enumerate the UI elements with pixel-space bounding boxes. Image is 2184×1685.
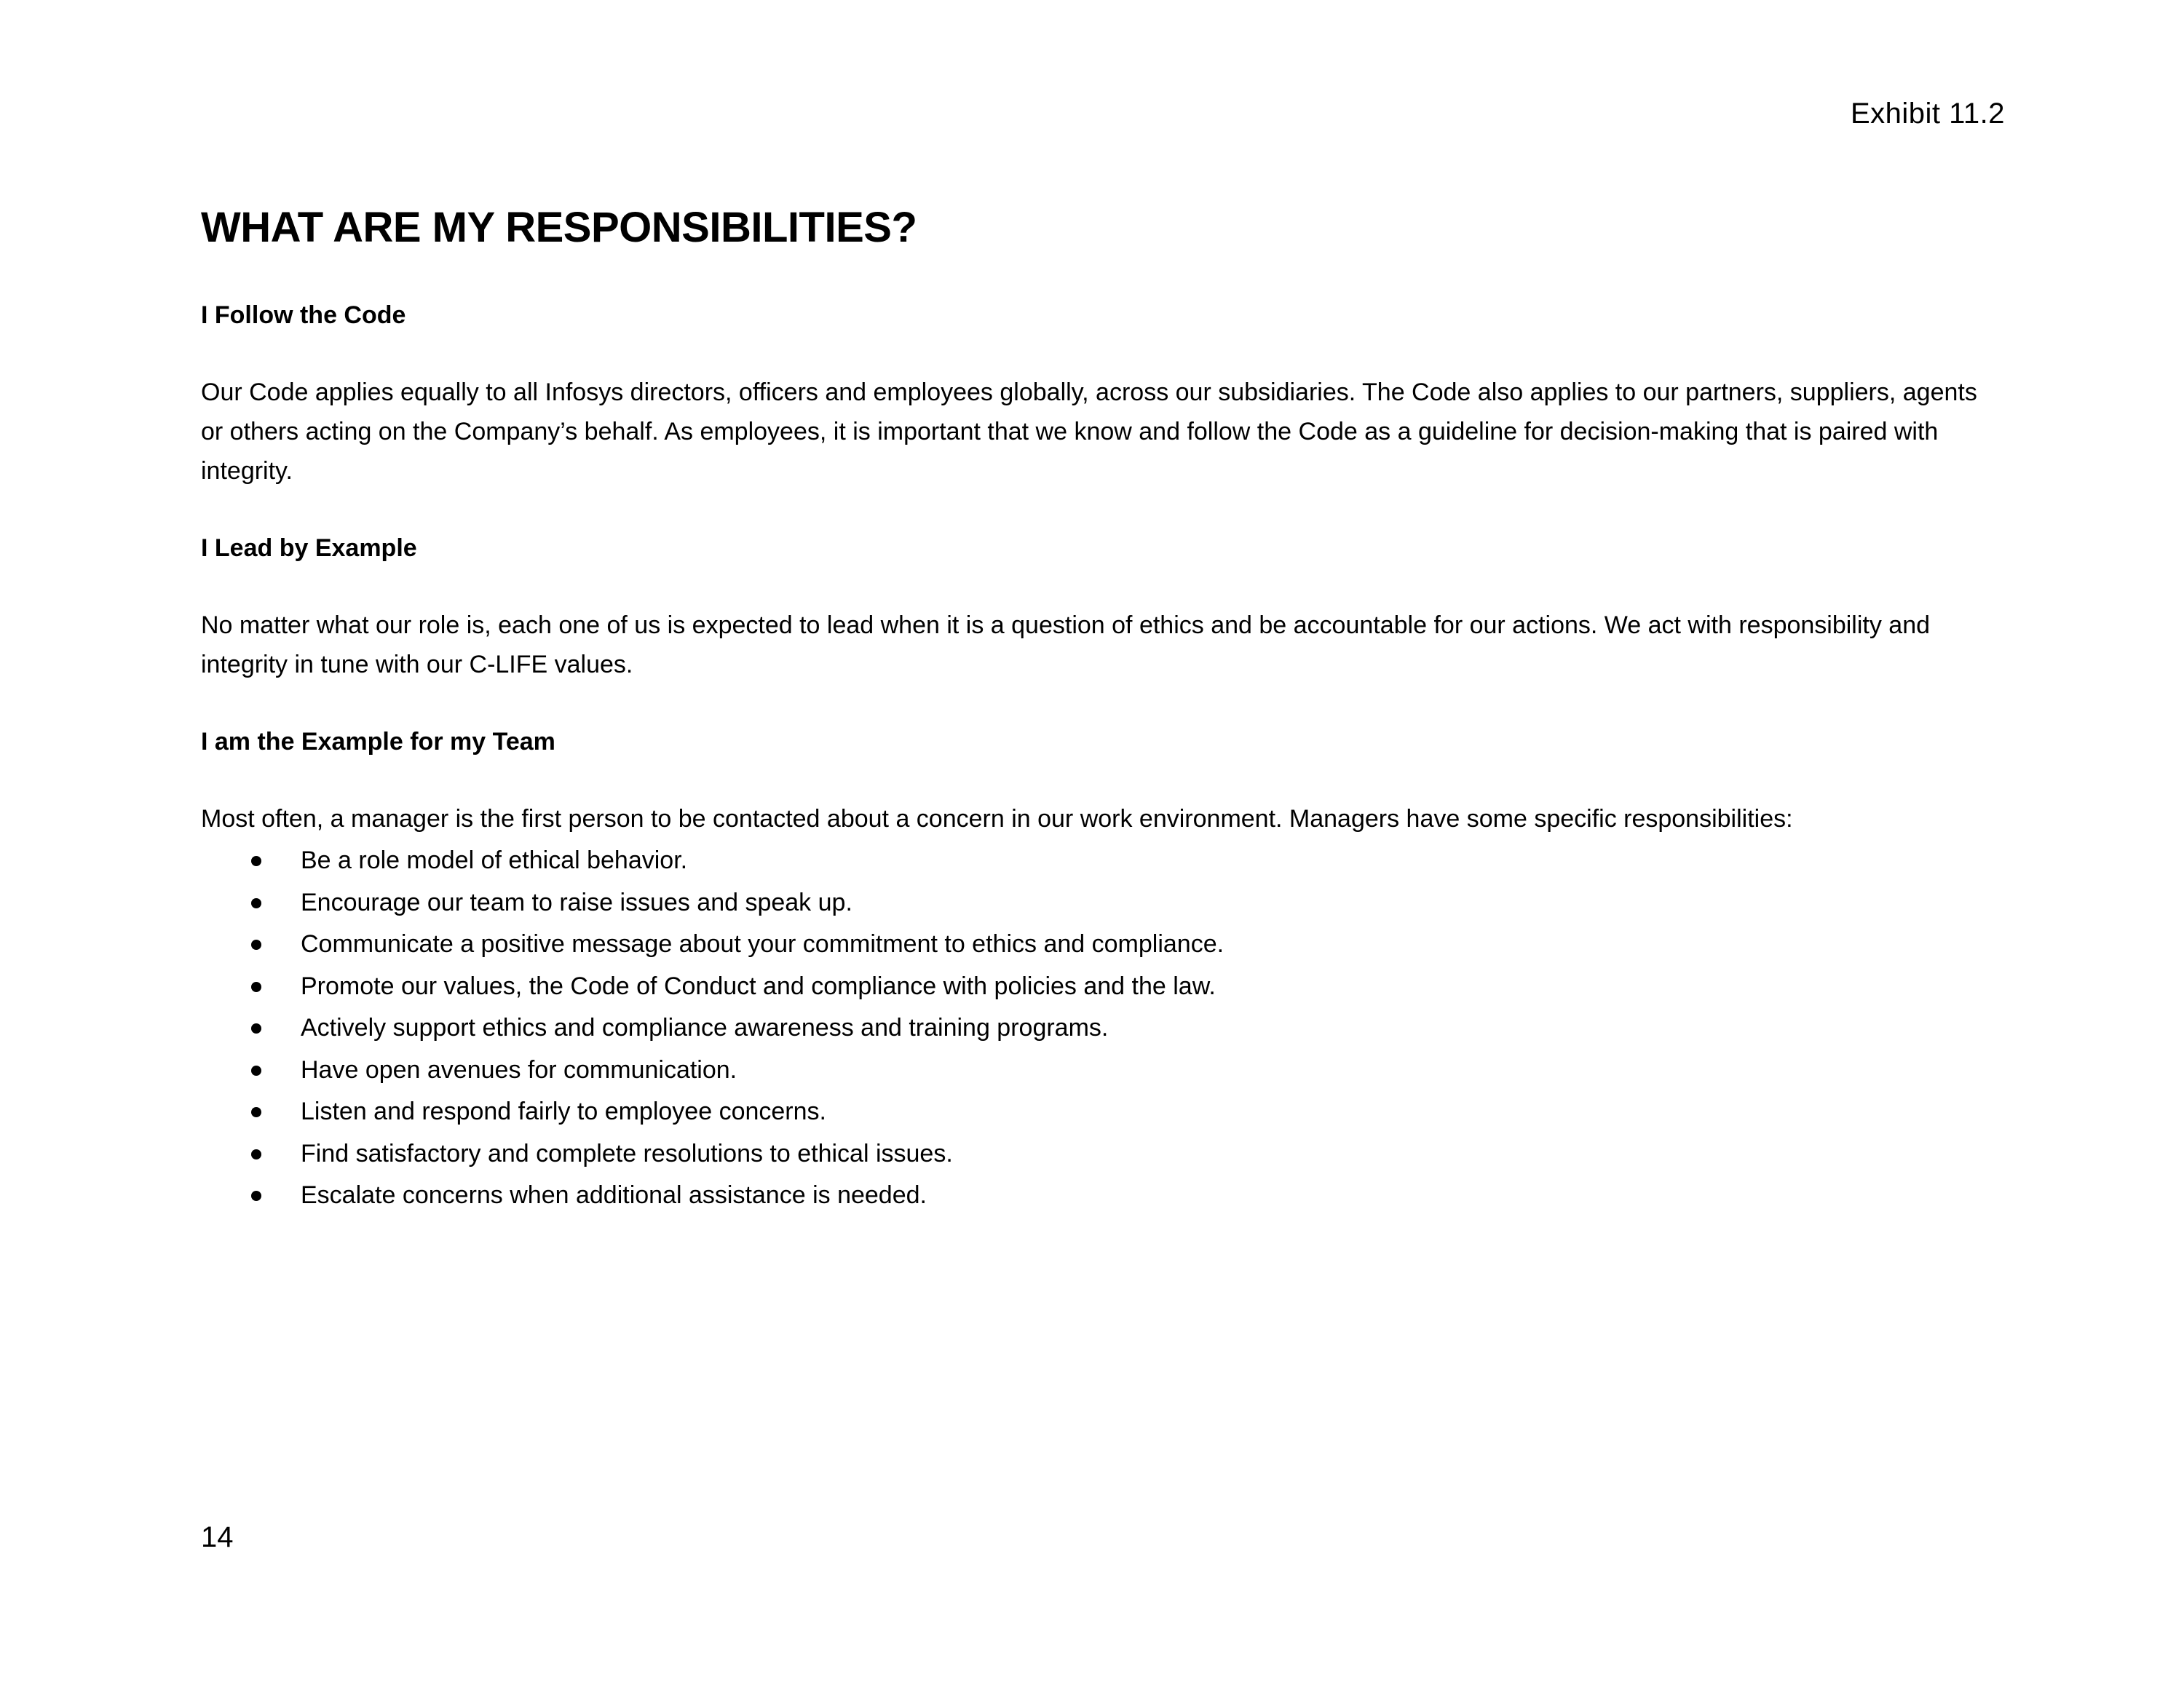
- exhibit-label: Exhibit 11.2: [1850, 98, 2005, 130]
- list-item-text: Promote our values, the Code of Conduct and compliance with policies and the law.: [301, 972, 1216, 1000]
- spacer: [201, 335, 1992, 373]
- page-title: WHAT ARE MY RESPONSIBILITIES?: [201, 204, 917, 251]
- bullet-icon: [251, 940, 261, 950]
- section-body-lead-by-example: No matter what our role is, each one of us is expected to lead when it is a question of ethics and be accountable for our actions. We act with responsibility and integrity in tune with our C-LIFE values.: [201, 611, 1931, 678]
- section-body-example-for-team: Most often, a manager is the first person to be contacted about a concern in our work environment. Managers have some specific responsibilities:: [201, 805, 1793, 833]
- section-heading-follow-code: I Follow the Code: [201, 301, 406, 329]
- list-item: [201, 882, 1992, 924]
- list-item: [201, 1050, 1992, 1092]
- list-item: [201, 966, 1992, 1008]
- bullet-icon: [251, 1191, 261, 1201]
- section-heading-lead-by-example: I Lead by Example: [201, 534, 417, 562]
- spacer: [201, 253, 1992, 296]
- list-item-text: Encourage our team to raise issues and speak up.: [301, 888, 852, 916]
- bullet-icon: [251, 898, 261, 908]
- bullet-icon: [251, 982, 261, 992]
- list-item-text: Be a role model of ethical behavior.: [301, 847, 688, 874]
- bullet-icon: [251, 856, 261, 866]
- list-item-text: Find satisfactory and complete resolutions to ethical issues.: [301, 1139, 953, 1167]
- list-item-text: Communicate a positive message about your commitment to ethics and compliance.: [301, 930, 1224, 958]
- page-number: 14: [201, 1521, 234, 1553]
- list-item-text: Escalate concerns when additional assistance is needed.: [301, 1181, 927, 1209]
- list-item-text: Actively support ethics and compliance awareness and training programs.: [301, 1014, 1109, 1042]
- list-item-text: Have open avenues for communication.: [301, 1055, 737, 1084]
- bullet-icon: [251, 1066, 261, 1076]
- bullet-icon: [251, 1149, 261, 1159]
- list-item-text: Listen and respond fairly to employee concerns.: [301, 1098, 826, 1125]
- bullet-icon: [251, 1023, 261, 1034]
- list-item: [201, 1175, 1992, 1217]
- spacer: [201, 684, 1992, 722]
- manager-responsibilities-list: [201, 840, 1992, 1217]
- bullet-icon: [251, 1107, 261, 1117]
- spacer: [201, 568, 1992, 606]
- list-item: [201, 1007, 1992, 1050]
- spacer: [201, 491, 1992, 528]
- section-body-follow-code: Our Code applies equally to all Infosys directors, officers and employees globally, across our subsidiaries. The Code also applies to our partners, suppliers, agents or others acting on the Company’s behalf. As employees, it is important that we know and follow the Code as a guideline for decision-making that is paired with integrity.: [201, 378, 1977, 485]
- list-item: [201, 1133, 1992, 1175]
- section-heading-example-for-team: I am the Example for my Team: [201, 728, 555, 756]
- list-item: [201, 1091, 1992, 1133]
- spacer: [201, 761, 1992, 799]
- list-item: [201, 924, 1992, 966]
- list-item: [201, 840, 1992, 882]
- page-content: [201, 202, 1992, 1217]
